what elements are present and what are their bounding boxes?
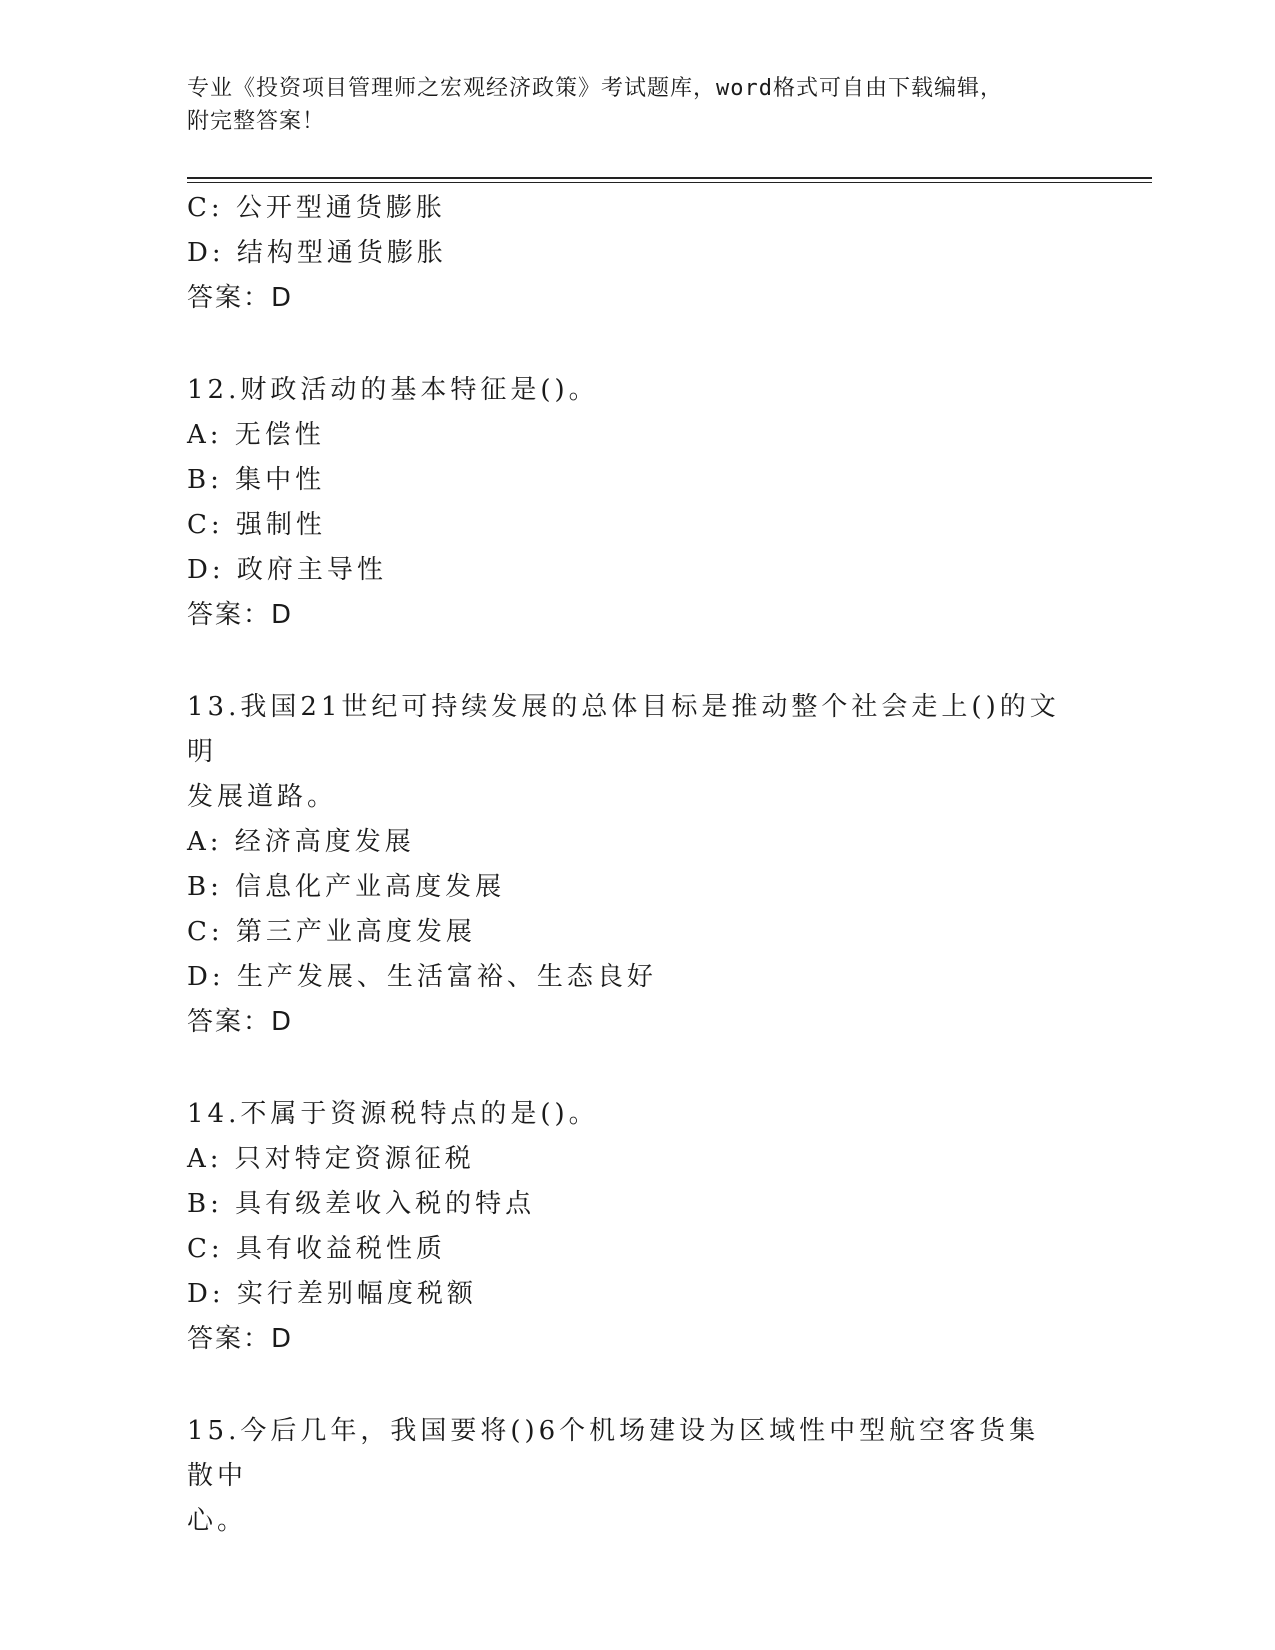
answer-line: 答案：D [187, 600, 294, 630]
header-line-1: 专业《投资项目管理师之宏观经济政策》考试题库，word格式可自由下载编辑， [187, 76, 1003, 101]
document-header [187, 72, 1067, 138]
answer-line: 答案：D [187, 283, 294, 313]
option-d: D: 结构型通货膨胀 [187, 238, 447, 268]
answer-line: 答案：D [187, 1324, 294, 1354]
option-c: C: 强制性 [187, 510, 326, 540]
question-text-line: 心。 [187, 1506, 248, 1536]
header-divider-thick [187, 177, 1152, 179]
option-b: B: 信息化产业高度发展 [187, 872, 506, 902]
option-c: C: 具有收益税性质 [187, 1234, 446, 1264]
option-a: A: 经济高度发展 [187, 827, 415, 857]
option-d: D: 政府主导性 [187, 555, 387, 585]
question-text-line: 14.不属于资源税特点的是()。 [187, 1099, 599, 1129]
header-line-2: 附完整答案！ [187, 109, 326, 134]
question-12 [187, 368, 1087, 638]
option-b: B: 具有级差收入税的特点 [187, 1189, 536, 1219]
option-c: C: 第三产业高度发展 [187, 917, 476, 947]
option-d: D: 实行差别幅度税额 [187, 1279, 477, 1309]
option-d: D: 生产发展、生活富裕、生态良好 [187, 962, 657, 992]
question-text [187, 1092, 1067, 1137]
answer-line: 答案：D [187, 1007, 294, 1037]
question-14 [187, 1092, 1087, 1362]
question-text-line: 12.财政活动的基本特征是()。 [187, 375, 599, 405]
option-a: A: 只对特定资源征税 [187, 1144, 475, 1174]
header-divider-thin [187, 182, 1152, 183]
question-text [187, 1409, 1067, 1544]
option-a: A: 无偿性 [187, 420, 325, 450]
option-c: C: 公开型通货膨胀 [187, 193, 446, 223]
question-text [187, 368, 1067, 413]
question-15 [187, 1409, 1087, 1544]
question-13 [187, 685, 1087, 1045]
question-text-line: 发展道路。 [187, 782, 338, 812]
question-list [187, 186, 1087, 1544]
question-text-line: 13.我国21世纪可持续发展的总体目标是推动整个社会走上()的文明 [187, 692, 1060, 767]
question-text [187, 685, 1067, 820]
question-text-line: 15.今后几年，我国要将()6个机场建设为区域性中型航空客货集散中 [187, 1416, 1040, 1491]
option-b: B: 集中性 [187, 465, 326, 495]
partial-question-11 [187, 186, 1087, 321]
